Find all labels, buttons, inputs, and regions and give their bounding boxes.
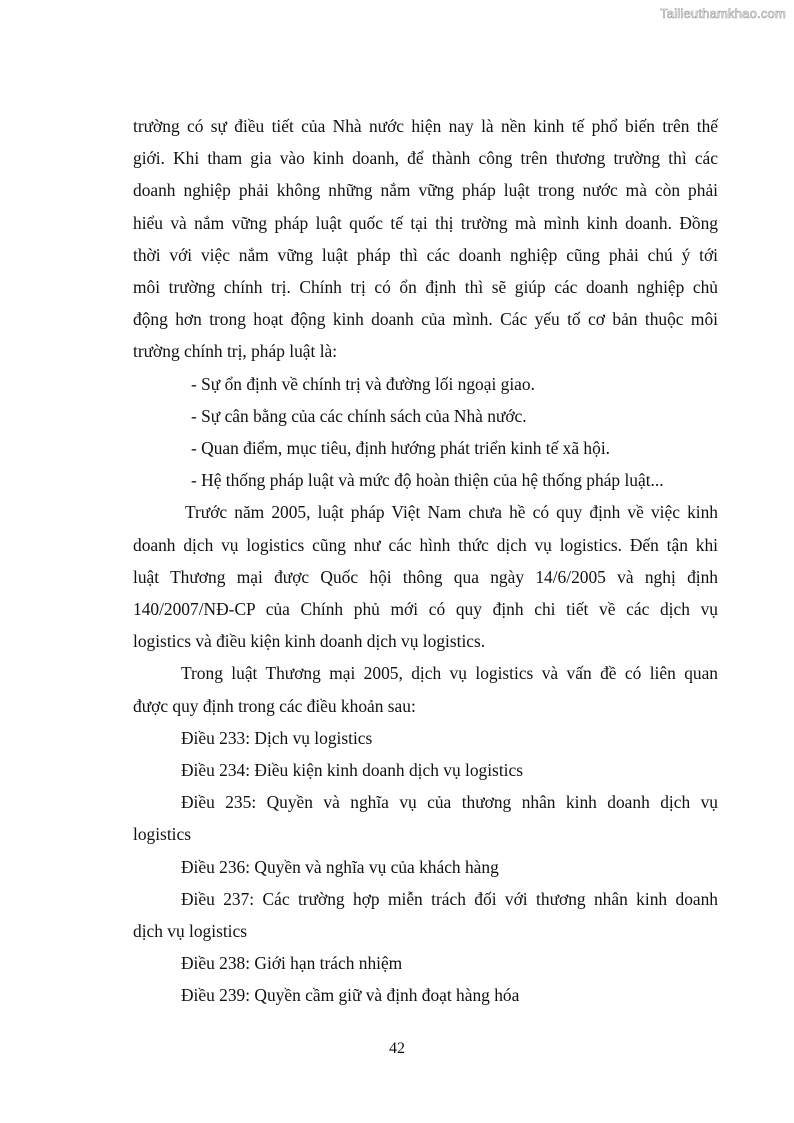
text-line: doanh dịch vụ logistics cũng như các hình thức dịch vụ logistics. Đến tận khi [133,534,718,555]
article-236: Điều 236: Quyền và nghĩa vụ của khách hàng [181,856,499,877]
article-234: Điều 234: Điều kiện kinh doanh dịch vụ logistics [181,760,523,781]
text-line: được quy định trong các điều khoản sau: [133,695,416,716]
bullet-item: - Sự cân bằng của các chính sách của Nhà nước. [191,405,527,426]
text-line: doanh nghiệp phải không những nắm vững pháp luật trong nước mà còn phải [133,180,718,201]
text-line: động hơn trong hoạt động kinh doanh của mình. Các yếu tố cơ bản thuộc môi [133,309,718,330]
page-body [133,110,718,1012]
text-line: Trước năm 2005, luật pháp Việt Nam chưa hề có quy định về việc kinh [185,502,718,523]
text-line: luật Thương mại được Quốc hội thông qua ngày 14/6/2005 và nghị định [133,566,718,587]
article-235: Điều 235: Quyền và nghĩa vụ của thương nhân kinh doanh dịch vụ [181,792,718,813]
article-235-continued: logistics [133,824,191,845]
bullet-list [133,368,718,497]
text-line: thời với việc nắm vững luật pháp thì các doanh nghiệp cũng phải chú ý tới [133,244,718,265]
text-line: Trong luật Thương mại 2005, dịch vụ logistics và vấn đề có liên quan [181,663,718,684]
text-line: trường có sự điều tiết của Nhà nước hiện nay là nền kinh tế phổ biến trên thế [133,116,718,136]
text-line: hiểu và nắm vững pháp luật quốc tế tại thị trường mà mình kinh doanh. Đồng [133,212,718,233]
bullet-item: - Quan điểm, mục tiêu, định hướng phát triển kinh tế xã hội. [191,438,611,459]
paragraph-political-environment [133,110,718,368]
bullet-item: - Sự ổn định về chính trị và đường lối ngoại giao. [191,373,535,394]
page-number: 42 [389,1040,405,1057]
text-line: môi trường chính trị. Chính trị có ổn định thì sẽ giúp các doanh nghiệp chủ [133,277,718,298]
article-233: Điều 233: Dịch vụ logistics [181,727,373,748]
article-239: Điều 239: Quyền cầm giữ và định đoạt hàng hóa [181,985,520,1006]
watermark: Tailieuthamkhao.com [660,6,786,21]
bullet-item: - Hệ thống pháp luật và mức độ hoàn thiện của hệ thống pháp luật... [191,470,664,491]
text-line: logistics và điều kiện kinh doanh dịch vụ logistics. [133,631,486,652]
article-237: Điều 237: Các trường hợp miễn trách đối với thương nhân kinh doanh [181,888,718,909]
text-line: trường chính trị, pháp luật là: [133,341,338,362]
article-238: Điều 238: Giới hạn trách nhiệm [181,953,403,974]
text-line: 140/2007/NĐ-CP của Chính phủ mới có quy định chi tiết về các dịch vụ [133,599,718,620]
article-237-continued: dịch vụ logistics [133,921,247,942]
paragraph-commercial-law [133,657,718,721]
paragraph-legal-history [133,496,718,657]
article-list [133,722,718,1012]
text-line: giới. Khi tham gia vào kinh doanh, để thành công trên thương trường thì các [133,148,718,169]
